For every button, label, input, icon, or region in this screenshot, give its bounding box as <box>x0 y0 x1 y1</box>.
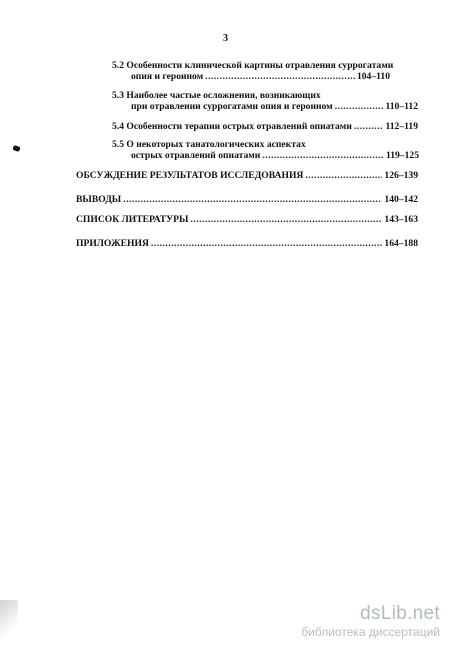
toc-entry-title: ПРИЛОЖЕНИЯ <box>76 238 149 249</box>
toc-entry-pages: 110–112 <box>385 101 418 112</box>
toc-entry-references <box>76 214 418 226</box>
scan-speck <box>12 145 20 152</box>
toc-entry-pages: 126–139 <box>384 170 418 181</box>
toc-entry-title: ВЫВОДЫ <box>76 194 122 205</box>
toc-entry-title: ОБСУЖДЕНИЕ РЕЗУЛЬТАТОВ ИССЛЕДОВАНИЯ <box>76 170 304 181</box>
toc-entry-pages: 140–142 <box>384 194 418 205</box>
leader-dots <box>305 170 382 182</box>
toc-entry-conclusions <box>76 194 418 206</box>
page-number: 3 <box>223 33 228 44</box>
toc-entry-title: 5.4 Особенности терапии острых отравлений опиатами <box>112 121 352 132</box>
toc-entry-title: СПИСОК ЛИТЕРАТУРЫ <box>76 214 189 225</box>
leader-dots <box>262 150 384 162</box>
toc-entry-5-2-line1: 5.2 Особенности клинической картины отравления суррогатами <box>112 60 394 71</box>
toc-entry-title: опия и героином <box>131 71 204 82</box>
leader-dots <box>151 238 383 250</box>
toc-entry-pages: 104–110 <box>356 71 390 82</box>
toc-entry-pages: 143–163 <box>384 214 418 225</box>
leader-dots <box>335 101 384 113</box>
leader-dots <box>123 194 382 206</box>
toc-entry-pages: 119–125 <box>385 150 419 161</box>
scan-shadow <box>0 600 18 645</box>
toc-entry-5-3-line2 <box>131 101 418 113</box>
toc-entry-5-2-line2 <box>131 71 390 83</box>
toc-entry-appendices <box>76 238 418 250</box>
toc-entry-title: острых отравлений опиатами <box>131 150 261 161</box>
leader-dots <box>205 71 355 83</box>
toc-entry-5-4 <box>112 121 418 133</box>
watermark <box>301 603 440 639</box>
toc-entry-discussion <box>76 170 418 182</box>
leader-dots <box>354 121 384 133</box>
watermark-brand: dsLib.net <box>360 603 440 624</box>
toc-entry-pages: 112–119 <box>385 121 418 132</box>
toc-entry-5-3-line1: 5.3 Наиболее частые осложнения, возникающих <box>112 90 321 101</box>
toc-entry-pages: 164–188 <box>384 238 418 249</box>
leader-dots <box>190 214 382 226</box>
toc-entry-5-5-line2 <box>131 150 419 162</box>
toc-entry-title: при отравлении суррогатами опия и героином <box>131 101 333 112</box>
watermark-subtitle: библиотека диссертаций <box>301 625 440 639</box>
toc-entry-5-5-line1: 5.5 О некоторых танатологических аспектах <box>112 139 306 150</box>
